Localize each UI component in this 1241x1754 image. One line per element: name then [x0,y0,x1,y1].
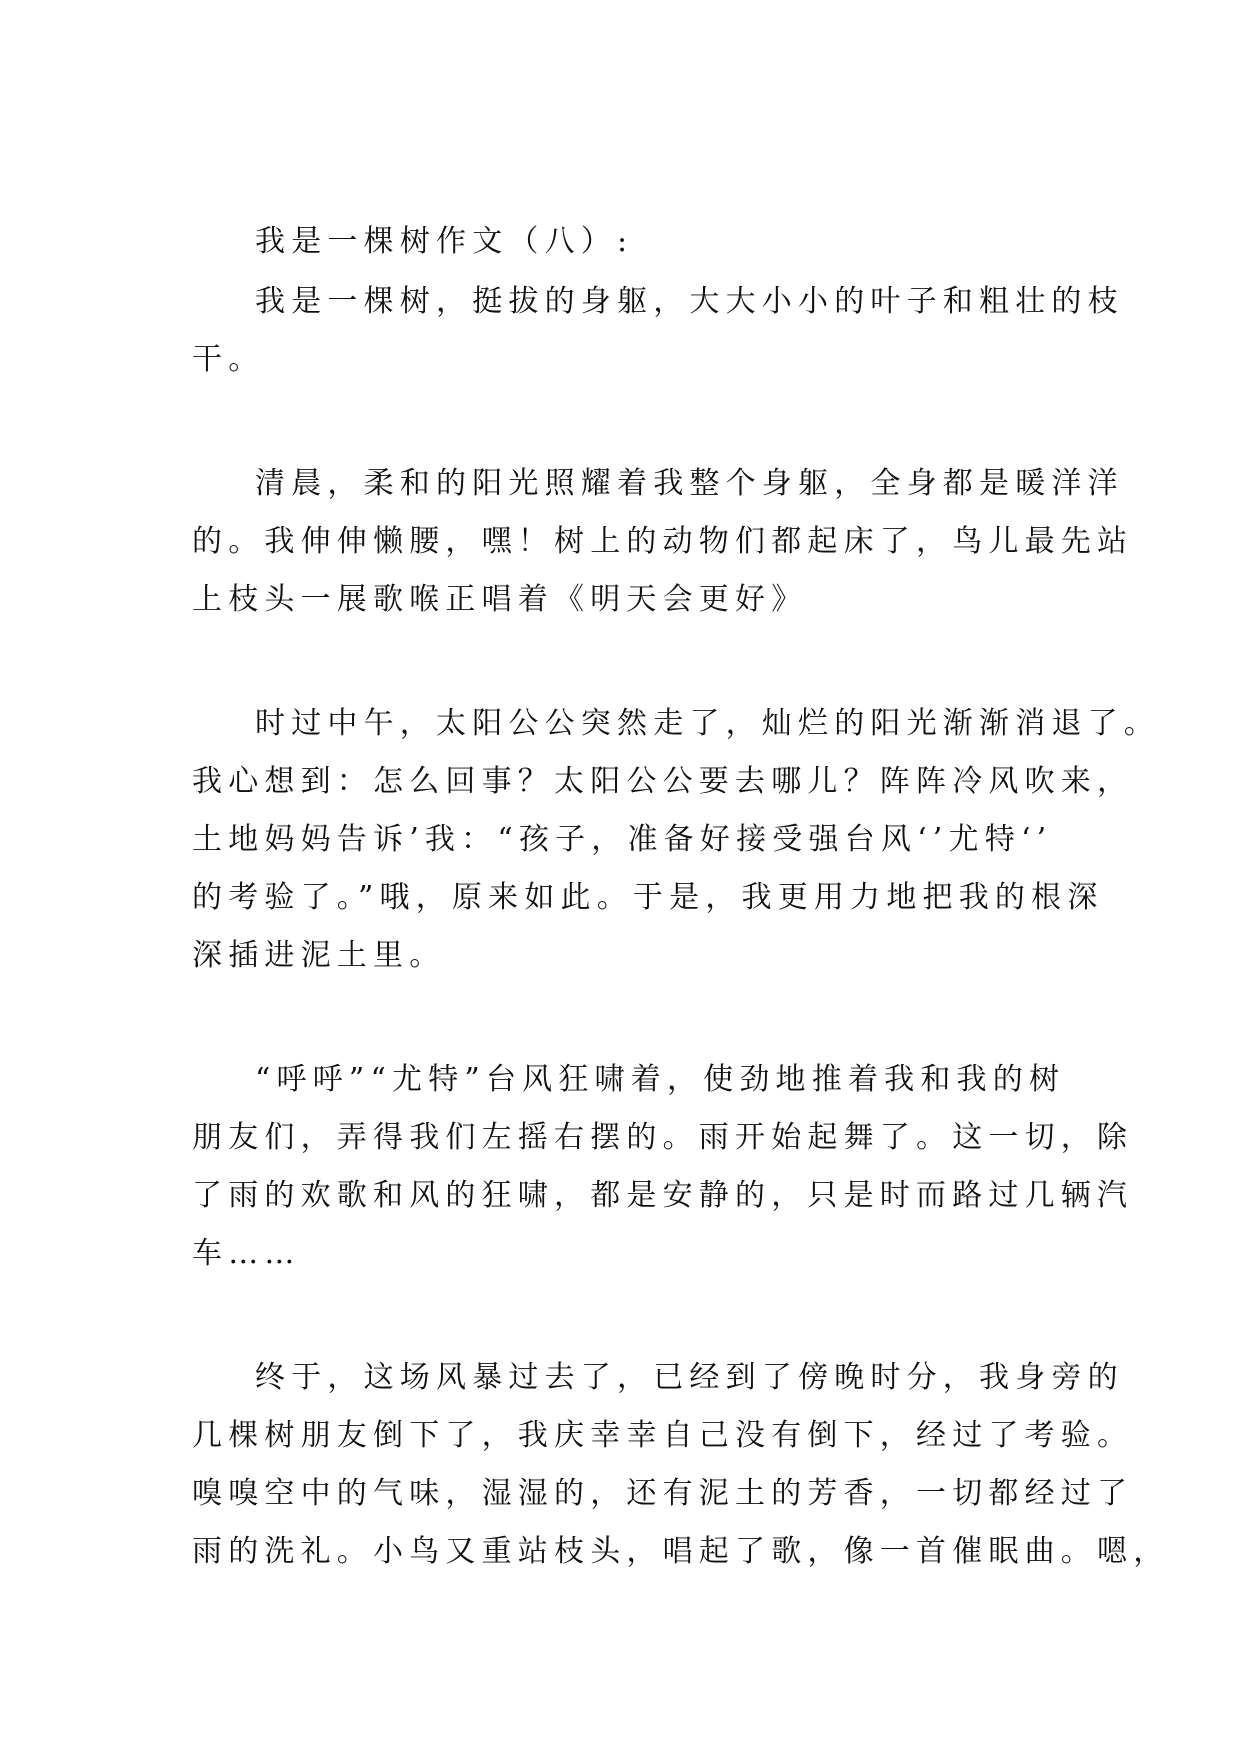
paragraph-5-line-1: 终于，这场风暴过去了，已经到了傍晚时分，我身旁的 [255,1360,1124,1395]
paragraph-3-line-4: 的考验了。”哦，原来如此。于是，我更用力地把我的根深 [192,880,1104,915]
paragraph-4-line-2: 朋友们，弄得我们左摇右摆的。雨开始起舞了。这一切，除 [192,1120,1134,1155]
paragraph-2-line-3: 上枝头一展歌喉正唱着《明天会更好》 [192,582,808,617]
essay-title: 我是一棵树作文（八）: [255,224,634,259]
paragraph-4-line-3: 了雨的欢歌和风的狂啸，都是安静的，只是时而路过几辆汽 [192,1178,1134,1213]
paragraph-3-line-2: 我心想到：怎么回事？太阳公公要去哪儿？阵阵冷风吹来， [192,764,1134,799]
paragraph-5-line-3: 嗅嗅空中的气味，湿湿的，还有泥土的芳香，一切都经过了 [192,1476,1134,1511]
paragraph-4-line-4: 车…… [192,1236,301,1271]
paragraph-2-line-1: 清晨，柔和的阳光照耀着我整个身躯，全身都是暖洋洋 [255,466,1124,501]
paragraph-1-line-2: 干。 [192,342,265,377]
paragraph-2-line-2: 的。我伸伸懒腰，嘿！树上的动物们都起床了，鸟儿最先站 [192,524,1134,559]
paragraph-3-line-1: 时过中午，太阳公公突然走了，灿烂的阳光渐渐消退了。 [255,706,1160,741]
paragraph-3-line-5: 深插进泥土里。 [192,938,446,973]
paragraph-5-line-4: 雨的洗礼。小鸟又重站枝头，唱起了歌，像一首催眠曲。嗯， [192,1534,1170,1569]
paragraph-1-line-1: 我是一棵树，挺拔的身躯，大大小小的叶子和粗壮的枝 [255,284,1124,319]
paragraph-3-line-3: 土地妈妈告诉’我：“孩子，准备好接受强台风‘’尤特‘’ [192,822,1053,857]
paragraph-5-line-2: 几棵树朋友倒下了，我庆幸幸自己没有倒下，经过了考验。 [192,1418,1134,1453]
paragraph-4-line-1: “呼呼”“尤特”台风狂啸着，使劲地推着我和我的树 [255,1062,1066,1097]
